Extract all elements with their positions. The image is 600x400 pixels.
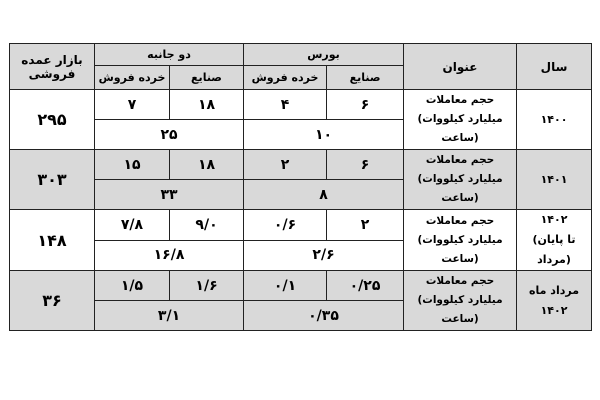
bourse-retail-value: ۰/۶ <box>244 210 327 241</box>
header-bilateral-industrial: صنایع <box>170 66 244 90</box>
bilateral-total-value: ۳/۱ <box>95 301 244 331</box>
bilateral-total-value: ۲۵ <box>95 120 244 150</box>
bourse-industrial-value: ۶ <box>327 150 404 180</box>
bourse-total-value: ۸ <box>244 180 404 210</box>
bilateral-retail-value: ۱/۵ <box>95 271 170 301</box>
bilateral-total-value: ۳۳ <box>95 180 244 210</box>
bilateral-industrial-value: ۱۸ <box>170 90 244 120</box>
row-year <box>517 210 592 271</box>
bilateral-industrial-value: ۱/۶ <box>170 271 244 301</box>
header-bourse-retail: خرده فروش <box>244 66 327 90</box>
header-bilateral: دو جانبه <box>95 44 244 66</box>
row-title <box>404 150 517 210</box>
wholesale-value: ۳۰۳ <box>10 150 95 210</box>
bilateral-retail-value: ۷/۸ <box>95 210 170 241</box>
row-year <box>517 90 592 150</box>
row-title-line2: (میلیارد کیلووات ساعت) <box>417 294 503 325</box>
bilateral-industrial-value: ۹/۰ <box>170 210 244 241</box>
energy-trade-table <box>9 43 592 331</box>
bourse-total-value: ۱۰ <box>244 120 404 150</box>
row-title-line1: حجم معاملات <box>425 214 495 227</box>
bourse-retail-value: ۰/۱ <box>244 271 327 301</box>
header-wholesale: بازار عمده فروشی <box>10 44 95 90</box>
row-title-line2: (میلیارد کیلووات ساعت) <box>417 233 503 265</box>
row-year-label: ۱۴۰۰ <box>540 112 568 126</box>
row-year-label: ۱۴۰۱ <box>540 172 568 186</box>
row-title-line1: حجم معاملات <box>425 94 495 106</box>
header-bourse: بورس <box>244 44 404 66</box>
energy-trade-table-container <box>9 43 591 331</box>
bilateral-retail-value: ۱۵ <box>95 150 170 180</box>
header-bourse-industrial: صنایع <box>327 66 404 90</box>
bourse-industrial-value: ۶ <box>327 90 404 120</box>
row-year <box>517 271 592 331</box>
bilateral-industrial-value: ۱۸ <box>170 150 244 180</box>
wholesale-value: ۲۹۵ <box>10 90 95 150</box>
row-year <box>517 150 592 210</box>
row-year-label: ۱۴۰۲ <box>540 213 568 226</box>
row-year-label: مرداد ماه ۱۴۰۲ <box>529 283 580 317</box>
bilateral-retail-value: ۷ <box>95 90 170 120</box>
header-year: سال <box>517 44 592 90</box>
bourse-retail-value: ۴ <box>244 90 327 120</box>
bourse-industrial-value: ۲ <box>327 210 404 241</box>
row-title <box>404 271 517 331</box>
wholesale-value: ۳۶ <box>10 271 95 331</box>
row-title <box>404 210 517 271</box>
bourse-retail-value: ۲ <box>244 150 327 180</box>
header-subject: عنوان <box>404 44 517 90</box>
row-title-line1: حجم معاملات <box>425 275 495 287</box>
row-title <box>404 90 517 150</box>
row-title-line2: (میلیارد کیلووات ساعت) <box>417 113 503 144</box>
bourse-industrial-value: ۰/۲۵ <box>327 271 404 301</box>
row-year-sublabel: (تا پایان مرداد) <box>532 233 576 266</box>
bourse-total-value: ۲/۶ <box>244 240 404 271</box>
header-bilateral-retail: خرده فروش <box>95 66 170 90</box>
row-title-line1: حجم معاملات <box>425 154 495 166</box>
bourse-total-value: ۰/۳۵ <box>244 301 404 331</box>
bilateral-total-value: ۱۶/۸ <box>95 240 244 271</box>
row-title-line2: (میلیارد کیلووات ساعت) <box>417 173 503 204</box>
wholesale-value: ۱۴۸ <box>10 210 95 271</box>
